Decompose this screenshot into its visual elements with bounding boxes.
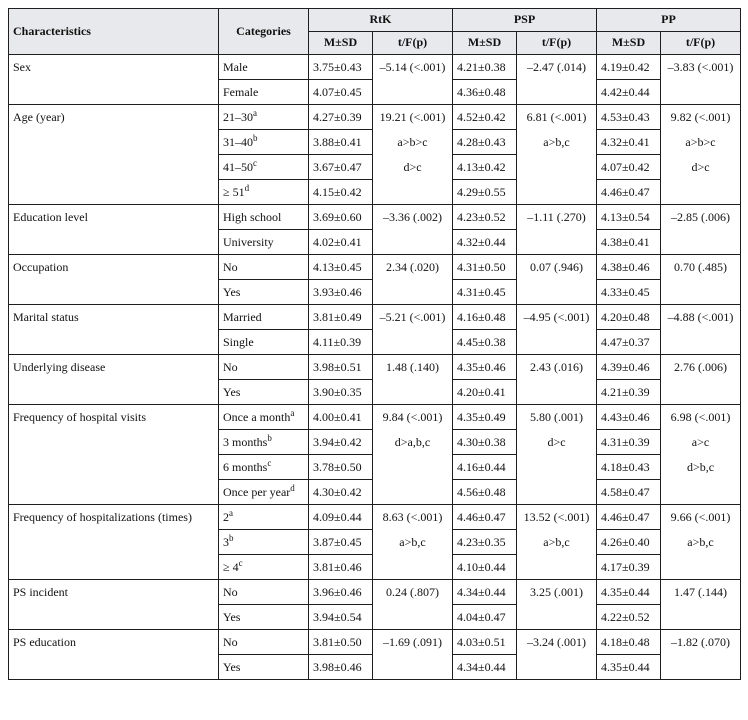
header-psp-tfp: t/F(p) — [517, 32, 597, 55]
pp-mean-sd-cell: 4.33±0.45 — [597, 280, 661, 305]
psp-tfp-cell: a>b,c — [517, 530, 597, 555]
psp-tfp-cell: 0.07 (.946) — [517, 255, 597, 280]
psp-mean-sd-cell: 4.10±0.44 — [453, 555, 517, 580]
pp-mean-sd-cell: 4.19±0.42 — [597, 55, 661, 80]
rtk-mean-sd-cell: 3.90±0.35 — [309, 380, 373, 405]
psp-mean-sd-cell: 4.20±0.41 — [453, 380, 517, 405]
rtk-tfp-cell — [373, 80, 453, 105]
category-superscript: a — [253, 108, 257, 118]
psp-mean-sd-cell: 4.23±0.35 — [453, 530, 517, 555]
category-label: No — [223, 360, 238, 374]
table-row — [9, 205, 741, 230]
category-superscript: b — [267, 433, 272, 443]
psp-mean-sd-cell: 4.16±0.48 — [453, 305, 517, 330]
category-cell — [219, 330, 309, 355]
category-label: Female — [223, 85, 259, 99]
rtk-tfp-cell: 19.21 (<.001) — [373, 105, 453, 130]
characteristic-cell: PS education — [9, 630, 219, 680]
psp-mean-sd-cell: 4.45±0.38 — [453, 330, 517, 355]
psp-tfp-cell — [517, 280, 597, 305]
table-row — [9, 580, 741, 605]
category-cell — [219, 155, 309, 180]
header-characteristics: Characteristics — [9, 9, 219, 55]
pp-tfp-cell: 1.47 (.144) — [661, 580, 741, 605]
pp-tfp-cell: d>c — [661, 155, 741, 180]
rtk-tfp-cell: a>b>c — [373, 130, 453, 155]
rtk-mean-sd-cell: 4.09±0.44 — [309, 505, 373, 530]
category-label: 2 — [223, 510, 229, 524]
table-row — [9, 305, 741, 330]
category-cell — [219, 130, 309, 155]
pp-mean-sd-cell: 4.31±0.39 — [597, 430, 661, 455]
pp-tfp-cell — [661, 555, 741, 580]
pp-mean-sd-cell: 4.17±0.39 — [597, 555, 661, 580]
psp-tfp-cell: 6.81 (<.001) — [517, 105, 597, 130]
psp-tfp-cell: –4.95 (<.001) — [517, 305, 597, 330]
psp-mean-sd-cell: 4.31±0.50 — [453, 255, 517, 280]
category-cell — [219, 405, 309, 430]
pp-tfp-cell — [661, 605, 741, 630]
category-superscript: d — [290, 483, 295, 493]
rtk-mean-sd-cell: 4.00±0.41 — [309, 405, 373, 430]
rtk-mean-sd-cell: 4.11±0.39 — [309, 330, 373, 355]
header-group-psp: PSP — [453, 9, 597, 32]
pp-mean-sd-cell: 4.46±0.47 — [597, 505, 661, 530]
rtk-tfp-cell — [373, 380, 453, 405]
table-body — [9, 55, 741, 680]
header-group-rtk: RtK — [309, 9, 453, 32]
pp-tfp-cell — [661, 380, 741, 405]
category-cell — [219, 255, 309, 280]
psp-tfp-cell: 2.43 (.016) — [517, 355, 597, 380]
category-cell — [219, 355, 309, 380]
pp-tfp-cell: 9.66 (<.001) — [661, 505, 741, 530]
psp-mean-sd-cell: 4.30±0.38 — [453, 430, 517, 455]
pp-mean-sd-cell: 4.26±0.40 — [597, 530, 661, 555]
pp-tfp-cell: 6.98 (<.001) — [661, 405, 741, 430]
table-row — [9, 355, 741, 380]
rtk-mean-sd-cell: 4.02±0.41 — [309, 230, 373, 255]
pp-tfp-cell — [661, 280, 741, 305]
pp-mean-sd-cell: 4.47±0.37 — [597, 330, 661, 355]
psp-mean-sd-cell: 4.29±0.55 — [453, 180, 517, 205]
rtk-tfp-cell — [373, 330, 453, 355]
category-label: 41–50 — [223, 160, 253, 174]
characteristic-cell: Education level — [9, 205, 219, 255]
category-cell — [219, 455, 309, 480]
psp-tfp-cell: –1.11 (.270) — [517, 205, 597, 230]
pp-tfp-cell — [661, 330, 741, 355]
psp-mean-sd-cell: 4.34±0.44 — [453, 580, 517, 605]
category-cell — [219, 505, 309, 530]
category-cell — [219, 280, 309, 305]
category-cell — [219, 105, 309, 130]
category-cell — [219, 530, 309, 555]
pp-mean-sd-cell: 4.42±0.44 — [597, 80, 661, 105]
category-label: Single — [223, 335, 254, 349]
pp-mean-sd-cell: 4.39±0.46 — [597, 355, 661, 380]
category-cell — [219, 55, 309, 80]
psp-tfp-cell: 13.52 (<.001) — [517, 505, 597, 530]
psp-tfp-cell: 5.80 (.001) — [517, 405, 597, 430]
characteristic-cell: Marital status — [9, 305, 219, 355]
rtk-mean-sd-cell: 3.81±0.46 — [309, 555, 373, 580]
category-superscript: a — [229, 508, 233, 518]
psp-tfp-cell — [517, 80, 597, 105]
psp-tfp-cell: a>b,c — [517, 130, 597, 155]
category-label: Yes — [223, 660, 241, 674]
rtk-mean-sd-cell: 4.13±0.45 — [309, 255, 373, 280]
table-row — [9, 255, 741, 280]
psp-tfp-cell: –3.24 (.001) — [517, 630, 597, 655]
psp-tfp-cell — [517, 480, 597, 505]
rtk-tfp-cell — [373, 655, 453, 680]
category-label: No — [223, 260, 238, 274]
category-label: No — [223, 635, 238, 649]
pp-mean-sd-cell: 4.35±0.44 — [597, 655, 661, 680]
pp-mean-sd-cell: 4.18±0.43 — [597, 455, 661, 480]
rtk-mean-sd-cell: 4.27±0.39 — [309, 105, 373, 130]
category-label: 21–30 — [223, 110, 253, 124]
rtk-tfp-cell: a>b,c — [373, 530, 453, 555]
psp-mean-sd-cell: 4.03±0.51 — [453, 630, 517, 655]
psp-tfp-cell — [517, 555, 597, 580]
category-cell — [219, 380, 309, 405]
psp-mean-sd-cell: 4.36±0.48 — [453, 80, 517, 105]
rtk-tfp-cell: –1.69 (.091) — [373, 630, 453, 655]
category-label: Once per year — [223, 485, 291, 499]
rtk-mean-sd-cell: 3.75±0.43 — [309, 55, 373, 80]
header-pp-tfp: t/F(p) — [661, 32, 741, 55]
rtk-tfp-cell — [373, 230, 453, 255]
category-label: ≥ 4 — [223, 560, 239, 574]
pp-mean-sd-cell: 4.21±0.39 — [597, 380, 661, 405]
pp-mean-sd-cell: 4.46±0.47 — [597, 180, 661, 205]
psp-tfp-cell: 3.25 (.001) — [517, 580, 597, 605]
rtk-mean-sd-cell: 3.81±0.49 — [309, 305, 373, 330]
category-cell — [219, 580, 309, 605]
category-label: High school — [223, 210, 282, 224]
category-superscript: b — [229, 533, 234, 543]
category-label: Married — [223, 310, 262, 324]
rtk-mean-sd-cell: 3.81±0.50 — [309, 630, 373, 655]
rtk-tfp-cell — [373, 605, 453, 630]
characteristic-cell: Sex — [9, 55, 219, 105]
category-superscript: c — [267, 458, 272, 468]
pp-tfp-cell: –4.88 (<.001) — [661, 305, 741, 330]
rtk-tfp-cell: d>a,b,c — [373, 430, 453, 455]
category-cell — [219, 305, 309, 330]
rtk-mean-sd-cell: 3.67±0.47 — [309, 155, 373, 180]
pp-mean-sd-cell: 4.43±0.46 — [597, 405, 661, 430]
pp-tfp-cell — [661, 230, 741, 255]
category-cell — [219, 480, 309, 505]
pp-tfp-cell: a>b,c — [661, 530, 741, 555]
table-row — [9, 505, 741, 530]
rtk-mean-sd-cell: 3.78±0.50 — [309, 455, 373, 480]
psp-tfp-cell — [517, 155, 597, 180]
pp-tfp-cell: –3.83 (<.001) — [661, 55, 741, 80]
psp-mean-sd-cell: 4.35±0.49 — [453, 405, 517, 430]
category-superscript: b — [253, 133, 258, 143]
rtk-mean-sd-cell: 3.94±0.42 — [309, 430, 373, 455]
pp-mean-sd-cell: 4.38±0.41 — [597, 230, 661, 255]
rtk-tfp-cell — [373, 480, 453, 505]
pp-tfp-cell: d>b,c — [661, 455, 741, 480]
psp-tfp-cell — [517, 605, 597, 630]
psp-mean-sd-cell: 4.23±0.52 — [453, 205, 517, 230]
pp-tfp-cell: 9.82 (<.001) — [661, 105, 741, 130]
rtk-mean-sd-cell: 3.98±0.46 — [309, 655, 373, 680]
category-cell — [219, 230, 309, 255]
psp-mean-sd-cell: 4.28±0.43 — [453, 130, 517, 155]
psp-mean-sd-cell: 4.56±0.48 — [453, 480, 517, 505]
psp-mean-sd-cell: 4.21±0.38 — [453, 55, 517, 80]
category-cell — [219, 430, 309, 455]
category-label: Once a month — [223, 410, 291, 424]
rtk-tfp-cell — [373, 180, 453, 205]
category-label: Yes — [223, 610, 241, 624]
pp-mean-sd-cell: 4.58±0.47 — [597, 480, 661, 505]
rtk-mean-sd-cell: 3.88±0.41 — [309, 130, 373, 155]
header-categories: Categories — [219, 9, 309, 55]
header-rtk-mean-sd: M±SD — [309, 32, 373, 55]
pp-tfp-cell: 0.70 (.485) — [661, 255, 741, 280]
table-row — [9, 405, 741, 430]
characteristic-cell: Occupation — [9, 255, 219, 305]
psp-mean-sd-cell: 4.31±0.45 — [453, 280, 517, 305]
category-cell — [219, 630, 309, 655]
psp-mean-sd-cell: 4.34±0.44 — [453, 655, 517, 680]
category-label: University — [223, 235, 274, 249]
characteristics-table — [8, 8, 741, 680]
category-cell — [219, 555, 309, 580]
characteristic-cell: Age (year) — [9, 105, 219, 205]
header-rtk-tfp: t/F(p) — [373, 32, 453, 55]
psp-tfp-cell — [517, 455, 597, 480]
psp-tfp-cell — [517, 230, 597, 255]
pp-tfp-cell — [661, 480, 741, 505]
psp-mean-sd-cell: 4.46±0.47 — [453, 505, 517, 530]
category-label: 31–40 — [223, 135, 253, 149]
pp-mean-sd-cell: 4.07±0.42 — [597, 155, 661, 180]
psp-mean-sd-cell: 4.35±0.46 — [453, 355, 517, 380]
category-superscript: a — [290, 408, 295, 418]
rtk-tfp-cell — [373, 555, 453, 580]
category-superscript: c — [253, 158, 257, 168]
characteristic-cell: Underlying disease — [9, 355, 219, 405]
rtk-tfp-cell: 8.63 (<.001) — [373, 505, 453, 530]
header-pp-mean-sd: M±SD — [597, 32, 661, 55]
pp-tfp-cell: a>c — [661, 430, 741, 455]
psp-tfp-cell — [517, 380, 597, 405]
category-cell — [219, 80, 309, 105]
category-label: Yes — [223, 385, 241, 399]
rtk-mean-sd-cell: 3.94±0.54 — [309, 605, 373, 630]
psp-mean-sd-cell: 4.16±0.44 — [453, 455, 517, 480]
rtk-tfp-cell: 0.24 (.807) — [373, 580, 453, 605]
psp-tfp-cell: –2.47 (.014) — [517, 55, 597, 80]
category-label: ≥ 51 — [223, 185, 245, 199]
psp-tfp-cell — [517, 655, 597, 680]
category-label: No — [223, 585, 238, 599]
pp-tfp-cell — [661, 80, 741, 105]
pp-tfp-cell — [661, 180, 741, 205]
pp-mean-sd-cell: 4.38±0.46 — [597, 255, 661, 280]
psp-tfp-cell — [517, 330, 597, 355]
pp-mean-sd-cell: 4.13±0.54 — [597, 205, 661, 230]
rtk-tfp-cell — [373, 280, 453, 305]
header-group-pp: PP — [597, 9, 741, 32]
header-psp-mean-sd: M±SD — [453, 32, 517, 55]
category-cell — [219, 605, 309, 630]
psp-mean-sd-cell: 4.04±0.47 — [453, 605, 517, 630]
pp-tfp-cell: a>b>c — [661, 130, 741, 155]
pp-mean-sd-cell: 4.35±0.44 — [597, 580, 661, 605]
table-header — [9, 9, 741, 55]
rtk-tfp-cell — [373, 455, 453, 480]
rtk-mean-sd-cell: 4.15±0.42 — [309, 180, 373, 205]
rtk-tfp-cell: 1.48 (.140) — [373, 355, 453, 380]
rtk-mean-sd-cell: 4.07±0.45 — [309, 80, 373, 105]
rtk-tfp-cell: d>c — [373, 155, 453, 180]
category-label: Male — [223, 60, 248, 74]
category-label: 3 — [223, 535, 229, 549]
psp-mean-sd-cell: 4.52±0.42 — [453, 105, 517, 130]
rtk-mean-sd-cell: 4.30±0.42 — [309, 480, 373, 505]
psp-mean-sd-cell: 4.32±0.44 — [453, 230, 517, 255]
psp-mean-sd-cell: 4.13±0.42 — [453, 155, 517, 180]
rtk-mean-sd-cell: 3.93±0.46 — [309, 280, 373, 305]
category-label: 3 months — [223, 435, 268, 449]
rtk-mean-sd-cell: 3.69±0.60 — [309, 205, 373, 230]
pp-tfp-cell: –2.85 (.006) — [661, 205, 741, 230]
characteristic-cell: Frequency of hospitalizations (times) — [9, 505, 219, 580]
rtk-tfp-cell: 2.34 (.020) — [373, 255, 453, 280]
pp-tfp-cell: 2.76 (.006) — [661, 355, 741, 380]
pp-mean-sd-cell: 4.32±0.41 — [597, 130, 661, 155]
pp-tfp-cell — [661, 655, 741, 680]
rtk-tfp-cell: –3.36 (.002) — [373, 205, 453, 230]
table-row — [9, 630, 741, 655]
rtk-tfp-cell: –5.14 (<.001) — [373, 55, 453, 80]
category-label: 6 months — [223, 460, 268, 474]
rtk-mean-sd-cell: 3.98±0.51 — [309, 355, 373, 380]
category-superscript: c — [238, 558, 243, 568]
characteristic-cell: Frequency of hospital visits — [9, 405, 219, 505]
category-superscript: d — [244, 183, 250, 193]
category-cell — [219, 180, 309, 205]
psp-tfp-cell — [517, 180, 597, 205]
pp-tfp-cell: –1.82 (.070) — [661, 630, 741, 655]
characteristic-cell: PS incident — [9, 580, 219, 630]
category-label: Yes — [223, 285, 241, 299]
pp-mean-sd-cell: 4.53±0.43 — [597, 105, 661, 130]
rtk-tfp-cell: 9.84 (<.001) — [373, 405, 453, 430]
pp-mean-sd-cell: 4.20±0.48 — [597, 305, 661, 330]
pp-mean-sd-cell: 4.18±0.48 — [597, 630, 661, 655]
table-row — [9, 55, 741, 80]
rtk-tfp-cell: –5.21 (<.001) — [373, 305, 453, 330]
category-cell — [219, 655, 309, 680]
rtk-mean-sd-cell: 3.96±0.46 — [309, 580, 373, 605]
category-cell — [219, 205, 309, 230]
table-row — [9, 105, 741, 130]
rtk-mean-sd-cell: 3.87±0.45 — [309, 530, 373, 555]
pp-mean-sd-cell: 4.22±0.52 — [597, 605, 661, 630]
psp-tfp-cell: d>c — [517, 430, 597, 455]
